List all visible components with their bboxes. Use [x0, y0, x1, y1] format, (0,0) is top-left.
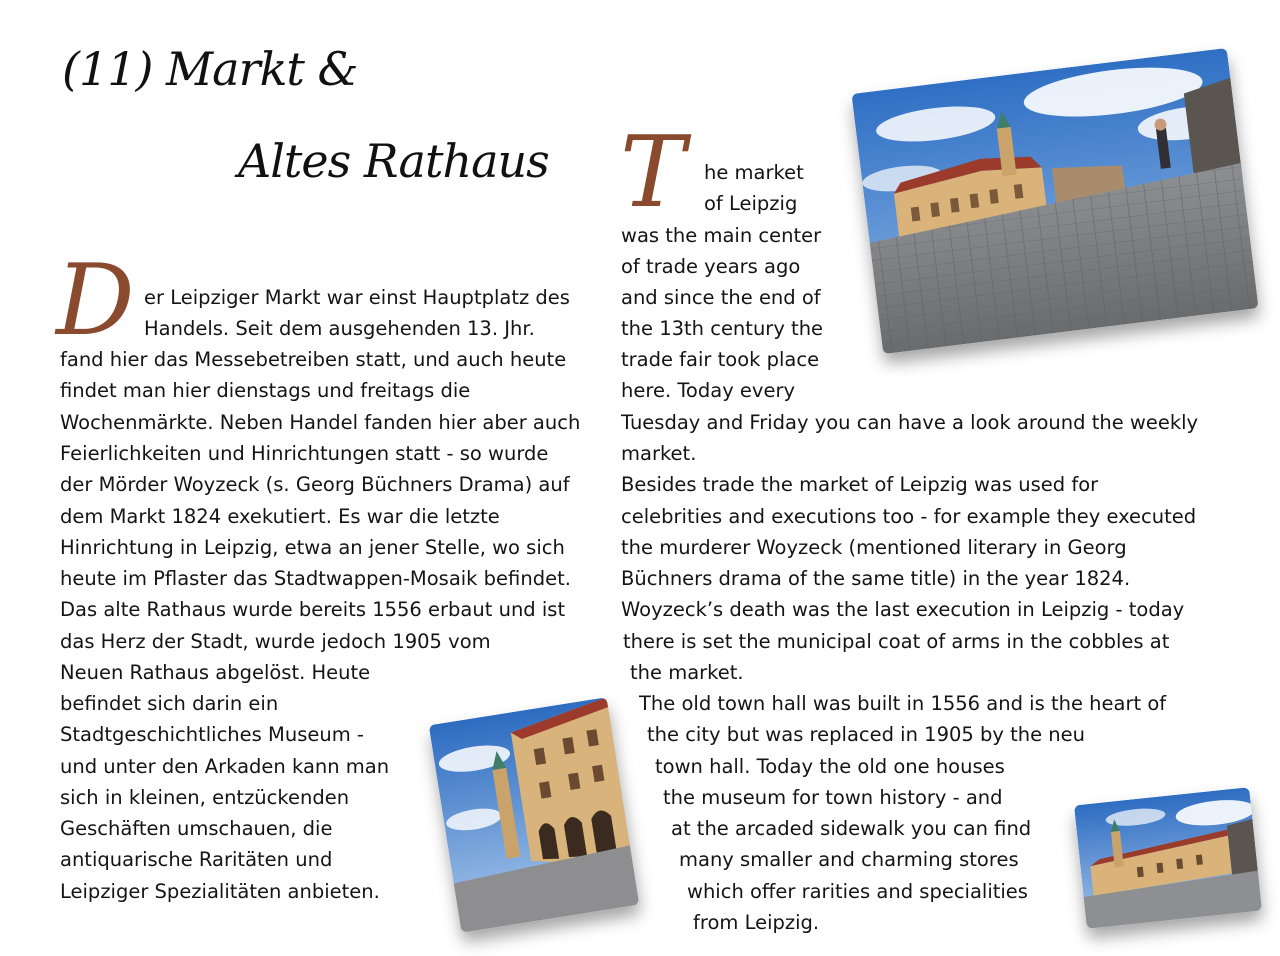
- english-text-line: the murderer Woyzeck (mentioned literary in Georg: [621, 536, 1127, 559]
- english-text-line: the market.: [630, 661, 744, 684]
- town-hall-arcades-photo: [429, 697, 640, 933]
- german-text-line: Geschäften umschauen, die: [60, 817, 333, 840]
- town-hall-square-illustration: [1074, 787, 1262, 929]
- german-text-line: befindet sich darin ein: [60, 692, 279, 715]
- german-text-line: dem Markt 1824 exekutiert. Es war die letzte: [60, 505, 500, 528]
- english-text-line: of Leipzig: [704, 192, 798, 215]
- german-text-line: er Leipziger Markt war einst Hauptplatz des: [144, 286, 570, 309]
- english-text-line: from Leipzig.: [693, 911, 820, 934]
- page-title-line-2: Altes Rathaus: [238, 134, 549, 188]
- german-text-line: sich in kleinen, entzückenden: [60, 786, 350, 809]
- english-text-line: town hall. Today the old one houses: [655, 755, 1005, 778]
- german-text-line: Handels. Seit dem ausgehenden 13. Jhr.: [144, 317, 535, 340]
- english-text-line: and since the end of: [621, 286, 821, 309]
- town-hall-arcades-illustration: [429, 697, 640, 933]
- german-text-line: antiquarische Raritäten und: [60, 848, 333, 871]
- german-text-line: heute im Pflaster das Stadtwappen-Mosaik befindet.: [60, 567, 571, 590]
- german-text-line: Feierlichkeiten und Hinrichtungen statt - so wurde: [60, 442, 549, 465]
- english-text-line: he market: [704, 161, 804, 184]
- german-text-line: der Mörder Woyzeck (s. Georg Büchners Drama) auf: [60, 473, 570, 496]
- english-drop-cap: T: [620, 116, 686, 230]
- english-text-line: celebrities and executions too - for example they executed: [621, 505, 1197, 528]
- market-square-illustration: [851, 48, 1258, 354]
- english-text-line: market.: [621, 442, 697, 465]
- english-text-line: the 13th century the: [621, 317, 824, 340]
- english-text-line: at the arcaded sidewalk you can find: [671, 817, 1032, 840]
- english-text-line: many smaller and charming stores: [679, 848, 1019, 871]
- english-text-line: which offer rarities and specialities: [687, 880, 1028, 903]
- german-text-line: Das alte Rathaus wurde bereits 1556 erbaut und ist: [60, 598, 566, 621]
- german-text-line: Wochenmärkte. Neben Handel fanden hier aber auch: [60, 411, 581, 434]
- english-text-line: Besides trade the market of Leipzig was used for: [621, 473, 1099, 496]
- english-text-line: Tuesday and Friday you can have a look around the weekly: [621, 411, 1199, 434]
- english-text-line: of trade years ago: [621, 255, 801, 278]
- english-text-line: the city but was replaced in 1905 by the neu: [647, 723, 1086, 746]
- german-text-line: Leipziger Spezialitäten anbieten.: [60, 880, 380, 903]
- english-text-line: the museum for town history - and: [663, 786, 1003, 809]
- german-text-line: Hinrichtung in Leipzig, etwa an jener Stelle, wo sich: [60, 536, 565, 559]
- english-text-line: here. Today every: [621, 379, 796, 402]
- german-text-line: und unter den Arkaden kann man: [60, 755, 390, 778]
- german-text-line: das Herz der Stadt, wurde jedoch 1905 vom: [60, 630, 491, 653]
- english-text-line: there is set the municipal coat of arms in the cobbles at: [623, 630, 1170, 653]
- german-text-line: findet man hier dienstags und freitags die: [60, 379, 471, 402]
- market-square-photo: [851, 48, 1258, 354]
- german-text-line: Stadtgeschichtliches Museum -: [60, 723, 364, 746]
- town-hall-square-photo: [1074, 787, 1262, 929]
- english-text-line: Woyzeck’s death was the last execution in Leipzig - today: [621, 598, 1185, 621]
- german-text-line: fand hier das Messebetreiben statt, und auch heute: [60, 348, 567, 371]
- english-text-line: The old town hall was built in 1556 and is the heart of: [639, 692, 1167, 715]
- page-title-line-1: (11) Markt &: [62, 42, 358, 96]
- english-text-line: trade fair took place: [621, 348, 820, 371]
- german-drop-cap: D: [56, 244, 135, 358]
- english-text-line: Büchners drama of the same title) in the year 1824.: [621, 567, 1131, 590]
- english-text-line: was the main center: [621, 224, 822, 247]
- german-text-line: Neuen Rathaus abgelöst. Heute: [60, 661, 371, 684]
